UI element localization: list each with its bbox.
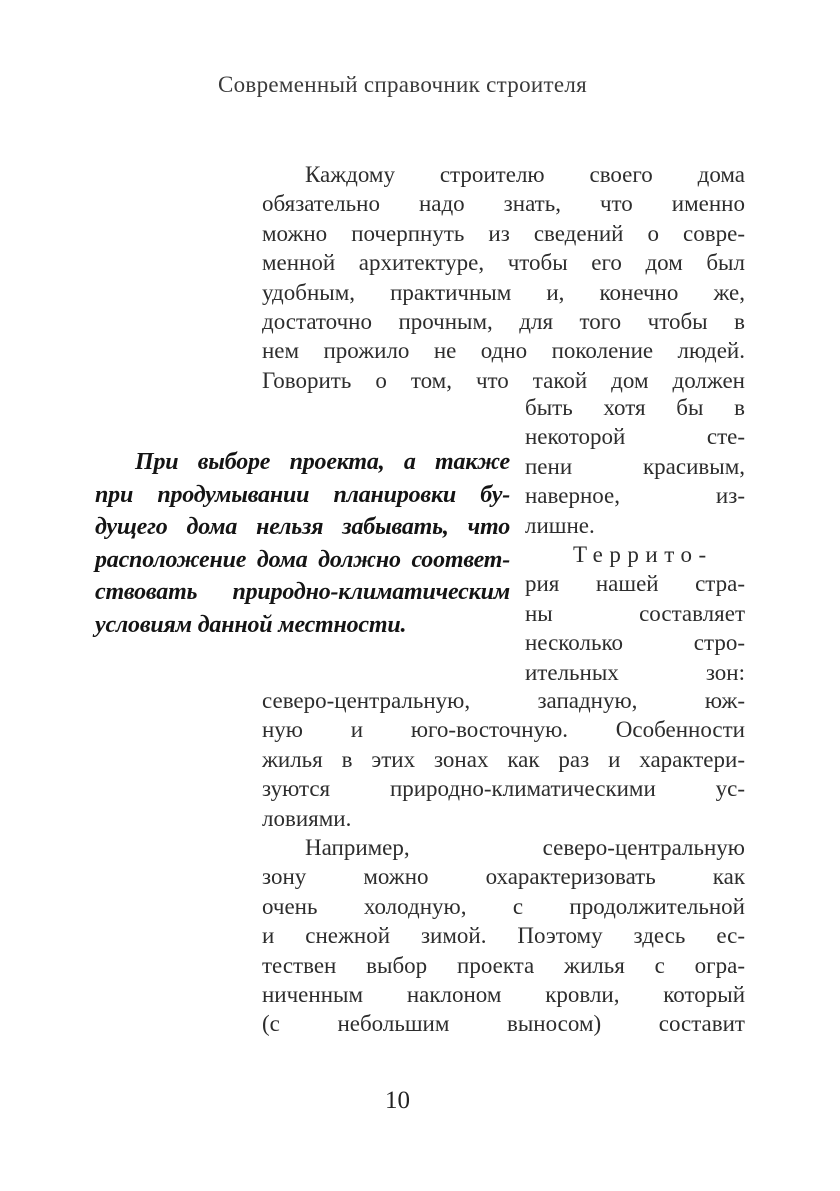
text-line: пени красивым,	[525, 453, 745, 479]
text-line: очень холодную, с продолжительной	[262, 893, 745, 919]
text-line: нем прожило не одно поколение людей.	[262, 338, 745, 364]
text-line: при продумывании планировки бу-	[95, 481, 510, 508]
text-line: несколько стро-	[525, 630, 745, 656]
text-line: (с небольшим выносом) составит	[262, 1011, 745, 1037]
text-line: обязательно надо знать, что именно	[262, 191, 745, 217]
paragraph-intro	[262, 160, 745, 395]
running-header-title: Современный справочник строителя	[217, 72, 587, 97]
text-line: ниченным наклоном кровли, который	[262, 982, 745, 1008]
text-line: жилья в этих зонах как раз и характери-	[262, 746, 745, 772]
text-line: и снежной зимой. Поэтому здесь ес-	[262, 923, 745, 949]
text-line: некоторой сте-	[525, 424, 745, 450]
text-line: северо-центральную, западную, юж-	[262, 688, 745, 713]
text-line: менной архитектуре, чтобы его дом был	[262, 250, 745, 276]
text-line: лишне.	[525, 512, 595, 538]
text-line: можно почерпнуть из сведений о совре-	[262, 220, 745, 246]
page-number-value: 10	[385, 1087, 410, 1114]
wrap-column	[525, 393, 745, 687]
text-line: рия нашей стра-	[525, 571, 745, 597]
text-line: зуются природно-климатическими ус-	[262, 776, 745, 802]
text-line: условиям данной местности.	[95, 611, 407, 638]
text-line: ловиями.	[262, 805, 352, 831]
text-line: наверное, из-	[525, 483, 745, 509]
text-line: достаточно прочным, для того чтобы в	[262, 309, 745, 335]
text-line: ительных зон:	[525, 659, 745, 685]
text-line: дущего дома нельзя забывать, что	[95, 514, 510, 541]
page-number	[0, 1087, 795, 1115]
text-line: зону можно охарактеризовать как	[262, 864, 745, 890]
paragraph-example	[262, 833, 745, 1039]
text-line: быть хотя бы в	[525, 395, 745, 420]
text-line: расположение дома должно соответ-	[95, 546, 510, 573]
text-line: Говорить о том, что такой дом должен	[262, 367, 745, 393]
paragraph-zones	[262, 686, 745, 833]
text-line: ствовать природно-климатическим	[95, 579, 510, 606]
text-line: Каждому строителю своего дома	[305, 162, 745, 187]
text-line: При выборе проекта, а также	[135, 449, 510, 475]
text-line: тествен выбор проекта жилья с огра-	[262, 952, 745, 978]
running-header	[0, 70, 805, 99]
text-line: Террито-	[573, 542, 713, 568]
text-line: ны составляет	[525, 600, 745, 626]
text-line: Например, северо-центральную	[305, 835, 745, 860]
text-line: удобным, практичным и, конечно же,	[262, 279, 745, 305]
text-line: ную и юго-восточную. Особенности	[262, 717, 745, 743]
callout-emphasis	[95, 446, 510, 642]
